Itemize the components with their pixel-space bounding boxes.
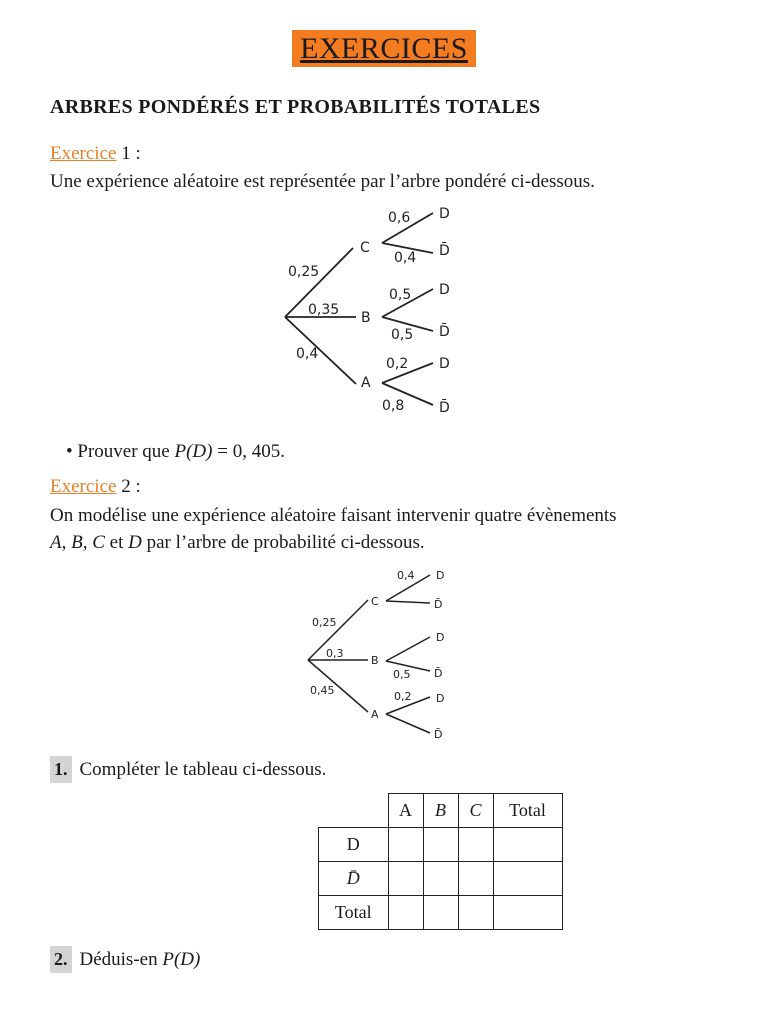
exercise-1-bullet	[66, 438, 285, 465]
node-a-d: D	[439, 356, 450, 372]
table-cell[interactable]	[458, 862, 493, 896]
node-a-dbar: D̄	[434, 728, 443, 741]
table-row	[319, 862, 563, 896]
table-cell[interactable]	[423, 862, 458, 896]
event-d: D	[128, 532, 142, 553]
table-header-c: C	[458, 794, 493, 828]
node-a: A	[361, 375, 371, 391]
table-cell[interactable]	[458, 896, 493, 930]
weight-root-a: 0,4	[296, 346, 319, 362]
table-cell[interactable]	[423, 896, 458, 930]
table-header-row	[319, 794, 563, 828]
table-corner	[319, 794, 389, 828]
bullet-math: P(D)	[174, 441, 213, 462]
exercise-1-tree	[270, 200, 480, 422]
table-row-label-total: Total	[319, 896, 389, 930]
weight-c-dbar: 0,4	[394, 250, 417, 266]
weight-root-a: 0,45	[310, 684, 335, 697]
weight-root-b: 0,35	[308, 302, 340, 318]
table-row	[319, 896, 563, 930]
table-row-label-dbar: D̄	[319, 862, 389, 896]
weight-root-b: 0,3	[326, 647, 344, 660]
table-cell[interactable]	[388, 896, 423, 930]
node-b-d: D	[439, 282, 450, 298]
exercise-2-label: Exercice	[50, 476, 117, 497]
weight-root-c: 0,25	[288, 264, 320, 280]
table-row-label-d: D	[319, 828, 389, 862]
node-a: A	[371, 708, 379, 721]
exercise-2-number: 2 :	[121, 476, 141, 497]
weight-root-c: 0,25	[312, 616, 337, 629]
sep-et: et	[104, 532, 129, 553]
question-1-text: Compléter le tableau ci-dessous.	[79, 759, 327, 780]
probability-table	[318, 793, 563, 930]
exercise-1-statement: Une expérience aléatoire est représentée par l’arbre pondéré ci-dessous.	[50, 171, 595, 192]
event-b: B	[71, 532, 83, 553]
question-1	[50, 756, 326, 783]
question-2-math: P(D)	[162, 949, 201, 970]
table-header-b: B	[423, 794, 458, 828]
weight-b-dbar: 0,5	[393, 668, 411, 681]
branch-c-dbar	[386, 601, 430, 603]
exercise-2-statement-line2	[50, 529, 425, 556]
weight-a-dbar: 0,8	[382, 398, 405, 414]
node-b-d: D	[436, 631, 445, 644]
table-header-total: Total	[493, 794, 562, 828]
weight-b-dbar: 0,5	[391, 327, 414, 343]
bullet-text: Prouver que	[77, 441, 175, 462]
node-c-dbar: D̄	[439, 243, 450, 259]
question-2-text: Déduis-en	[79, 949, 163, 970]
event-a: A	[50, 532, 62, 553]
weight-c-d: 0,4	[397, 569, 415, 582]
exercise-2-statement-line1: On modélise une expérience aléatoire faisant intervenir quatre évènements	[50, 505, 617, 526]
page-title: EXERCICES	[292, 30, 476, 67]
sep-2: ,	[82, 532, 93, 553]
exercise-1-number: 1 :	[121, 143, 141, 164]
branch-b-d	[386, 637, 430, 661]
node-b: B	[361, 310, 371, 326]
node-c-d: D	[439, 206, 450, 222]
weight-a-d: 0,2	[394, 690, 412, 703]
table-cell[interactable]	[388, 828, 423, 862]
sep-1: ,	[61, 532, 72, 553]
question-1-number: 1.	[50, 756, 72, 783]
statement-tail: par l’arbre de probabilité ci-dessous.	[141, 532, 425, 553]
table-row	[319, 828, 563, 862]
table-cell[interactable]	[493, 828, 562, 862]
node-b-dbar: D̄	[434, 667, 443, 680]
title-wrapper	[0, 30, 768, 67]
exercise-1-label: Exercice	[50, 143, 117, 164]
table-cell[interactable]	[493, 896, 562, 930]
bullet-icon: •	[66, 441, 73, 462]
table-header-a: A	[388, 794, 423, 828]
exercise-2-heading	[50, 476, 141, 498]
node-a-d: D	[436, 692, 445, 705]
weight-b-d: 0,5	[389, 287, 412, 303]
section-title: ARBRES PONDÉRÉS ET PROBABILITÉS TOTALES	[50, 96, 541, 118]
table-cell[interactable]	[388, 862, 423, 896]
weight-c-d: 0,6	[388, 210, 411, 226]
question-2	[50, 946, 200, 973]
table-cell[interactable]	[493, 862, 562, 896]
table-cell[interactable]	[458, 828, 493, 862]
question-2-number: 2.	[50, 946, 72, 973]
node-c: C	[360, 240, 370, 256]
exercise-2-tree	[300, 565, 460, 745]
branch-a-dbar	[386, 714, 430, 733]
table-cell[interactable]	[423, 828, 458, 862]
node-c-d: D	[436, 569, 445, 582]
node-b-dbar: D̄	[439, 324, 450, 340]
event-c: C	[92, 532, 105, 553]
node-a-dbar: D̄	[439, 400, 450, 416]
node-c-dbar: D̄	[434, 598, 443, 611]
exercise-1-heading	[50, 143, 141, 165]
node-c: C	[371, 595, 379, 608]
node-b: B	[371, 654, 379, 667]
weight-a-d: 0,2	[386, 356, 409, 372]
bullet-equation: = 0, 405.	[212, 441, 285, 462]
